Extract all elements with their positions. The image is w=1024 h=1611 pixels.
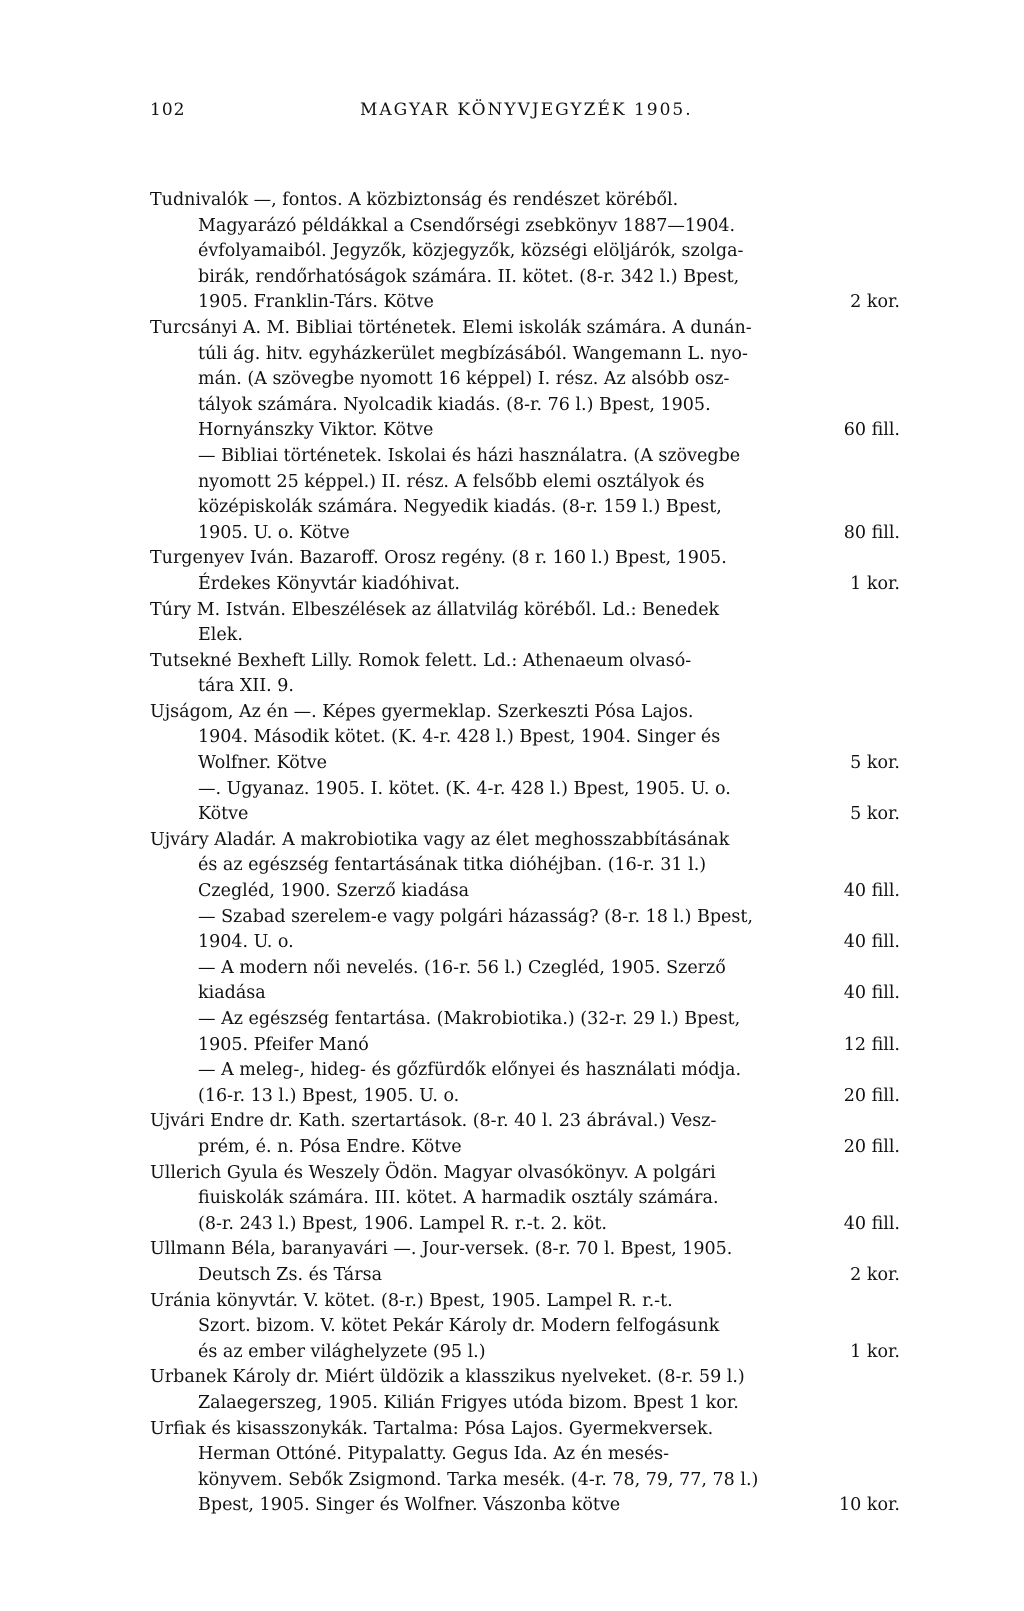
entry-line bbox=[150, 546, 900, 572]
entry-text: nyomott 25 képpel.) II. rész. A felsőbb elemi osztályok és bbox=[198, 471, 705, 492]
price: 40 fill. bbox=[843, 983, 900, 1004]
entry-line bbox=[150, 1237, 900, 1263]
entry-line bbox=[150, 1058, 900, 1084]
entry-line bbox=[150, 342, 900, 368]
entry-line bbox=[150, 1340, 900, 1366]
entry-text: Tutsekné Bexheft Lilly. Romok felett. Ld.: Athenaeum olvasó- bbox=[150, 650, 692, 671]
entry-line bbox=[150, 1442, 900, 1468]
bibliography-entry bbox=[150, 1161, 900, 1238]
entry-line bbox=[150, 521, 900, 547]
entry-line bbox=[150, 1468, 900, 1494]
entry-line bbox=[150, 623, 900, 649]
entry-text: 1904. Második kötet. (K. 4-r. 428 l.) Bpest, 1904. Singer és bbox=[198, 727, 721, 748]
running-title: MAGYAR KÖNYVJEGYZÉK 1905. bbox=[360, 100, 693, 120]
entry-text: —. Ugyanaz. 1905. I. kötet. (K. 4-r. 428 l.) Bpest, 1905. U. o. bbox=[198, 778, 731, 799]
entry-line bbox=[150, 802, 900, 828]
bibliography-entry bbox=[150, 1289, 900, 1366]
entry-line bbox=[150, 265, 900, 291]
entry-text: Bpest, 1905. Singer és Wolfner. Vászonba kötve bbox=[198, 1495, 621, 1516]
entry-line bbox=[150, 495, 900, 521]
entry-line bbox=[150, 1417, 900, 1443]
entry-line bbox=[150, 1135, 900, 1161]
price: 20 fill. bbox=[843, 1085, 900, 1106]
entry-line bbox=[150, 1365, 900, 1391]
entry-text: 1905. U. o. Kötve bbox=[198, 522, 350, 543]
entry-text: — Az egészség fentartása. (Makrobiotika.) (32-r. 29 l.) Bpest, bbox=[198, 1009, 741, 1029]
entry-text: Wolfner. Kötve bbox=[198, 753, 328, 774]
price: 40 fill. bbox=[843, 1213, 900, 1234]
entry-text: Urfiak és kisasszonykák. Tartalma: Pósa Lajos. Gyermekversek. bbox=[150, 1418, 714, 1439]
entry-text: — A meleg-, hideg- és gőzfürdők előnyei és használati módja. bbox=[198, 1060, 742, 1081]
price: 10 kor. bbox=[839, 1495, 900, 1516]
entry-line bbox=[150, 905, 900, 931]
entry-line bbox=[150, 1314, 900, 1340]
entry-text: (16-r. 13 l.) Bpest, 1905. U. o. bbox=[198, 1085, 460, 1106]
entry-text: Zalaegerszeg, 1905. Kilián Frigyes utóda bizom. Bpest 1 kor. bbox=[198, 1392, 739, 1413]
bibliography-entry bbox=[150, 649, 900, 700]
bibliography-entry bbox=[150, 1058, 900, 1109]
entry-line bbox=[150, 853, 900, 879]
entry-line bbox=[150, 828, 900, 854]
page bbox=[150, 100, 900, 1519]
bibliography-entry bbox=[150, 444, 900, 546]
bibliography-entry bbox=[150, 598, 900, 649]
price: 20 fill. bbox=[843, 1136, 900, 1157]
entry-text: Uránia könyvtár. V. kötet. (8-r.) Bpest, 1905. Lampel R. r.-t. bbox=[150, 1290, 673, 1311]
entry-text: Ujváry Aladár. A makrobiotika vagy az élet meghosszabbításának bbox=[150, 829, 730, 850]
entry-text: Ujságom, Az én —. Képes gyermeklap. Szerkeszti Pósa Lajos. bbox=[150, 701, 694, 722]
entry-line bbox=[150, 1493, 900, 1519]
bibliography-entry bbox=[150, 1365, 900, 1416]
price: 5 kor. bbox=[850, 753, 900, 774]
bibliography-entry bbox=[150, 546, 900, 597]
entry-line bbox=[150, 418, 900, 444]
entry-line bbox=[150, 1186, 900, 1212]
price: 40 fill. bbox=[843, 881, 900, 902]
entry-text: Deutsch Zs. és Társa bbox=[198, 1264, 382, 1285]
price: 80 fill. bbox=[843, 522, 900, 543]
bibliography-entry bbox=[150, 1007, 900, 1058]
entry-line bbox=[150, 188, 900, 214]
entry-line bbox=[150, 572, 900, 598]
price: 40 fill. bbox=[843, 932, 900, 953]
entry-text: Érdekes Könyvtár kiadóhivat. bbox=[198, 573, 460, 594]
entry-line bbox=[150, 1084, 900, 1110]
entry-text: Ullmann Béla, baranyavári —. Jour-versek. (8-r. 70 l. Bpest, 1905. bbox=[150, 1239, 733, 1260]
entry-text: prém, é. n. Pósa Endre. Kötve bbox=[198, 1136, 462, 1157]
entry-text: Ullerich Gyula és Weszely Ödön. Magyar olvasókönyv. A polgári bbox=[150, 1162, 716, 1183]
entry-text: tára XII. 9. bbox=[198, 676, 294, 697]
entry-line bbox=[150, 674, 900, 700]
entry-text: 1905. Franklin-Társ. Kötve bbox=[198, 292, 434, 313]
bibliography-entry bbox=[150, 1109, 900, 1160]
entry-line bbox=[150, 290, 900, 316]
entry-text: Túry M. István. Elbeszélések az állatvilág köréből. Ld.: Benedek bbox=[150, 599, 720, 620]
bibliography-entry bbox=[150, 828, 900, 905]
entry-text: — A modern női nevelés. (16-r. 56 l.) Czegléd, 1905. Szerző bbox=[198, 957, 726, 978]
entry-text: és az egészség fentartásának titka dióhéjban. (16-r. 31 l.) bbox=[198, 855, 707, 876]
entry-text: 1904. U. o. bbox=[198, 932, 294, 953]
price: 1 kor. bbox=[850, 573, 900, 594]
entry-line bbox=[150, 1391, 900, 1417]
entry-text: túli ág. hitv. egyházkerület megbízásából. Wangemann L. nyo- bbox=[198, 343, 748, 364]
entry-line bbox=[150, 879, 900, 905]
price: 5 kor. bbox=[850, 804, 900, 825]
entry-line bbox=[150, 649, 900, 675]
entry-text: mán. (A szövegbe nyomott 16 képpel) I. rész. Az alsóbb osz- bbox=[198, 369, 730, 390]
bibliography-entry bbox=[150, 777, 900, 828]
entry-line bbox=[150, 598, 900, 624]
price: 1 kor. bbox=[850, 1341, 900, 1362]
entry-line bbox=[150, 1161, 900, 1187]
entry-line bbox=[150, 1263, 900, 1289]
bibliography-entry bbox=[150, 700, 900, 777]
entry-line bbox=[150, 1033, 900, 1059]
entry-line bbox=[150, 700, 900, 726]
entry-text: középiskolák számára. Negyedik kiadás. (8-r. 159 l.) Bpest, bbox=[198, 497, 722, 518]
entry-text: Turcsányi A. M. Bibliai történetek. Elemi iskolák számára. A dunán- bbox=[150, 317, 752, 338]
entry-line bbox=[150, 214, 900, 240]
entry-text: Urbanek Károly dr. Miért üldözik a klasszikus nyelveket. (8-r. 59 l.) bbox=[150, 1367, 745, 1388]
entry-text: Szort. bizom. V. kötet Pekár Károly dr. Modern felfogásunk bbox=[198, 1316, 720, 1337]
entry-line bbox=[150, 470, 900, 496]
entry-text: Czegléd, 1900. Szerző kiadása bbox=[198, 881, 470, 902]
entry-text: Tudnivalók —, fontos. A közbiztonság és rendészet köréből. bbox=[150, 190, 679, 210]
price: 2 kor. bbox=[850, 1264, 900, 1285]
entry-text: tályok számára. Nyolcadik kiadás. (8-r. 76 l.) Bpest, 1905. bbox=[198, 394, 711, 415]
entry-line bbox=[150, 316, 900, 342]
entry-line bbox=[150, 1212, 900, 1238]
bibliography-entry bbox=[150, 1417, 900, 1519]
entry-text: fiuiskolák számára. III. kötet. A harmadik osztály számára. bbox=[198, 1188, 719, 1209]
entry-line bbox=[150, 239, 900, 265]
entry-line bbox=[150, 444, 900, 470]
entry-line bbox=[150, 777, 900, 803]
entry-line bbox=[150, 956, 900, 982]
entry-text: 1905. Pfeifer Manó bbox=[198, 1034, 369, 1055]
entry-text: Turgenyev Iván. Bazaroff. Orosz regény. (8 r. 160 l.) Bpest, 1905. bbox=[150, 548, 727, 569]
entry-line bbox=[150, 1289, 900, 1315]
price: 2 kor. bbox=[850, 292, 900, 313]
price: 12 fill. bbox=[843, 1034, 900, 1055]
entry-line bbox=[150, 367, 900, 393]
entry-text: Ujvári Endre dr. Kath. szertartások. (8-r. 40 l. 23 ábrával.) Vesz- bbox=[150, 1111, 717, 1132]
entry-line bbox=[150, 981, 900, 1007]
entry-line bbox=[150, 725, 900, 751]
bibliography-entry bbox=[150, 905, 900, 956]
entry-text: Magyarázó példákkal a Csendőrségi zsebkönyv 1887—1904. bbox=[198, 215, 736, 236]
entry-text: — Szabad szerelem-e vagy polgári házasság? (8-r. 18 l.) Bpest, bbox=[198, 906, 753, 927]
running-header bbox=[150, 100, 900, 120]
bibliography-entry bbox=[150, 1237, 900, 1288]
price: 60 fill. bbox=[843, 420, 900, 441]
entry-line bbox=[150, 1109, 900, 1135]
entry-text: Herman Ottóné. Pitypalatty. Gegus Ida. Az én mesés- bbox=[198, 1444, 670, 1465]
bibliography-entry bbox=[150, 956, 900, 1007]
page-number: 102 bbox=[150, 100, 186, 120]
entry-text: kiadása bbox=[198, 983, 266, 1004]
entry-line bbox=[150, 1007, 900, 1033]
bibliography-entry bbox=[150, 316, 900, 444]
entry-list bbox=[150, 188, 900, 1519]
bibliography-entry bbox=[150, 188, 900, 316]
entry-text: könyvem. Sebők Zsigmond. Tarka mesék. (4-r. 78, 79, 77, 78 l.) bbox=[198, 1469, 759, 1490]
entry-text: évfolyamaiból. Jegyzők, közjegyzők, községi elöljárók, szolga- bbox=[198, 241, 744, 262]
entry-text: birák, rendőrhatóságok számára. II. kötet. (8-r. 342 l.) Bpest, bbox=[198, 266, 740, 287]
entry-text: — Bibliai történetek. Iskolai és házi használatra. (A szövegbe bbox=[198, 445, 741, 466]
entry-line bbox=[150, 393, 900, 419]
entry-text: Hornyánszky Viktor. Kötve bbox=[198, 420, 434, 441]
entry-text: Kötve bbox=[198, 804, 249, 825]
entry-text: Elek. bbox=[198, 625, 243, 646]
entry-line bbox=[150, 751, 900, 777]
entry-line bbox=[150, 930, 900, 956]
entry-text: (8-r. 243 l.) Bpest, 1906. Lampel R. r.-t. 2. köt. bbox=[198, 1213, 607, 1234]
entry-text: és az ember világhelyzete (95 l.) bbox=[198, 1341, 486, 1362]
